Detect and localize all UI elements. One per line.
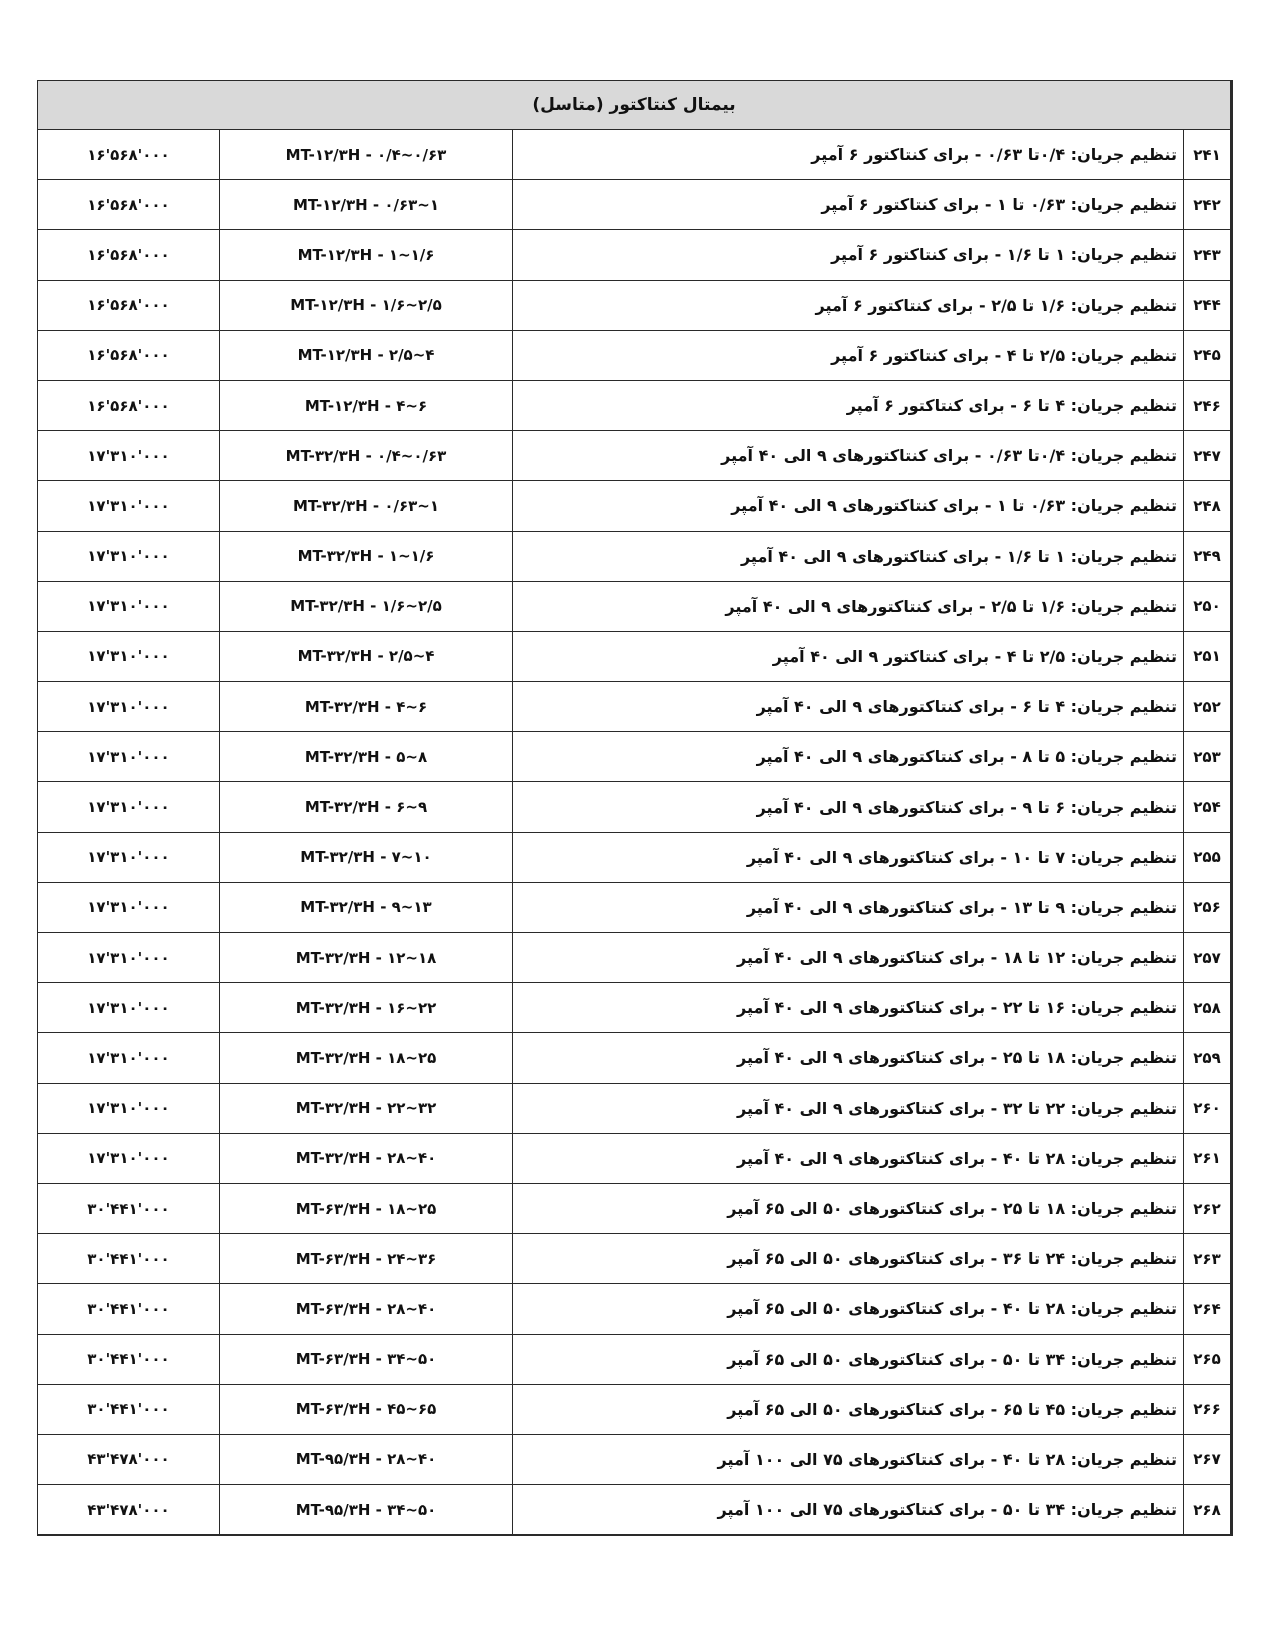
price-cell: ۳۰'۴۴۱'۰۰۰	[38, 1284, 220, 1333]
table-row	[38, 1033, 1230, 1083]
table-row	[38, 230, 1230, 280]
price-cell: ۱۷'۳۱۰'۰۰۰	[38, 532, 220, 581]
price-cell: ۱۷'۳۱۰'۰۰۰	[38, 1033, 220, 1082]
price-cell: ۱۶'۵۶۸'۰۰۰	[38, 180, 220, 229]
table-row	[38, 381, 1230, 431]
table-row	[38, 1184, 1230, 1234]
description-cell: تنظیم جریان: ۱۸ تا ۲۵ - برای کنتاکتورهای ۹ الی ۴۰ آمپر	[513, 1033, 1184, 1082]
description-cell: تنظیم جریان: ۵ تا ۸ - برای کنتاکتورهای ۹ الی ۴۰ آمپر	[513, 732, 1184, 781]
table-row	[38, 130, 1230, 180]
row-number-cell: ۲۴۶	[1193, 396, 1221, 415]
row-number-cell: ۲۴۷	[1193, 446, 1221, 465]
row-number-cell: ۲۵۷	[1193, 948, 1221, 967]
table-row	[38, 281, 1230, 331]
description-cell: تنظیم جریان: ۳۴ تا ۵۰ - برای کنتاکتورهای ۷۵ الی ۱۰۰ آمپر	[513, 1485, 1184, 1534]
price-cell: ۱۷'۳۱۰'۰۰۰	[38, 782, 220, 831]
row-number-cell: ۲۶۴	[1193, 1299, 1221, 1318]
table-body	[38, 130, 1230, 1534]
price-cell: ۱۶'۵۶۸'۰۰۰	[38, 331, 220, 380]
row-number-cell: ۲۵۱	[1193, 647, 1221, 666]
row-number-cell: ۲۴۸	[1193, 496, 1221, 515]
price-cell: ۱۷'۳۱۰'۰۰۰	[38, 632, 220, 681]
model-code-cell: MT-۹۵/۳H - ۳۴~۵۰	[220, 1485, 513, 1534]
description-cell: تنظیم جریان: ۲۴ تا ۳۶ - برای کنتاکتورهای ۵۰ الی ۶۵ آمپر	[513, 1234, 1184, 1283]
model-code-cell: MT-۶۳/۳H - ۲۴~۳۶	[220, 1234, 513, 1283]
row-number-cell: ۲۶۷	[1193, 1450, 1221, 1469]
price-cell: ۱۷'۳۱۰'۰۰۰	[38, 732, 220, 781]
price-cell: ۴۳'۴۷۸'۰۰۰	[38, 1485, 220, 1534]
description-cell: تنظیم جریان: ۷ تا ۱۰ - برای کنتاکتورهای ۹ الی ۴۰ آمپر	[513, 833, 1184, 882]
description-cell: تنظیم جریان: ۲۸ تا ۴۰ - برای کنتاکتورهای ۵۰ الی ۶۵ آمپر	[513, 1284, 1184, 1333]
description-cell: تنظیم جریان: ۲۸ تا ۴۰ - برای کنتاکتورهای ۹ الی ۴۰ آمپر	[513, 1134, 1184, 1183]
model-code-cell: MT-۳۲/۳H - ۱~۱/۶	[220, 532, 513, 581]
price-cell: ۱۷'۳۱۰'۰۰۰	[38, 933, 220, 982]
description-cell: تنظیم جریان: ۰/۴تا ۰/۶۳ - برای کنتاکتورهای ۹ الی ۴۰ آمپر	[513, 431, 1184, 480]
row-number-cell: ۲۴۴	[1193, 296, 1221, 315]
model-code-cell: MT-۶۳/۳H - ۴۵~۶۵	[220, 1385, 513, 1434]
description-cell: تنظیم جریان: ۴۵ تا ۶۵ - برای کنتاکتورهای ۵۰ الی ۶۵ آمپر	[513, 1385, 1184, 1434]
price-cell: ۱۷'۳۱۰'۰۰۰	[38, 883, 220, 932]
price-cell: ۱۷'۳۱۰'۰۰۰	[38, 1134, 220, 1183]
description-cell: تنظیم جریان: ۳۴ تا ۵۰ - برای کنتاکتورهای ۵۰ الی ۶۵ آمپر	[513, 1335, 1184, 1384]
table-row	[38, 632, 1230, 682]
model-code-cell: MT-۱۲/۳H - ۰/۴~۰/۶۳	[220, 130, 513, 179]
price-cell: ۱۶'۵۶۸'۰۰۰	[38, 230, 220, 279]
table-row	[38, 582, 1230, 632]
table-row	[38, 180, 1230, 230]
row-number-cell: ۲۶۲	[1193, 1199, 1221, 1218]
table-row	[38, 983, 1230, 1033]
table-row	[38, 732, 1230, 782]
row-number-cell: ۲۶۳	[1193, 1249, 1221, 1268]
table-row	[38, 1134, 1230, 1184]
price-cell: ۳۰'۴۴۱'۰۰۰	[38, 1184, 220, 1233]
table-row	[38, 431, 1230, 481]
row-number-cell: ۲۵۲	[1193, 697, 1221, 716]
table-row	[38, 782, 1230, 832]
row-number-cell: ۲۵۹	[1193, 1048, 1221, 1067]
price-cell: ۳۰'۴۴۱'۰۰۰	[38, 1234, 220, 1283]
row-number-cell: ۲۴۵	[1193, 346, 1221, 365]
description-cell: تنظیم جریان: ۲/۵ تا ۴ - برای کنتاکتور ۹ الی ۴۰ آمپر	[513, 632, 1184, 681]
row-number-cell: ۲۵۸	[1193, 998, 1221, 1017]
row-number-cell: ۲۵۳	[1193, 747, 1221, 766]
description-cell: تنظیم جریان: ۱ تا ۱/۶ - برای کنتاکتورهای ۹ الی ۴۰ آمپر	[513, 532, 1184, 581]
table-row	[38, 933, 1230, 983]
table-row	[38, 1084, 1230, 1134]
table-row	[38, 331, 1230, 381]
description-cell: تنظیم جریان: ۱۶ تا ۲۲ - برای کنتاکتورهای ۹ الی ۴۰ آمپر	[513, 983, 1184, 1032]
description-cell: تنظیم جریان: ۱۲ تا ۱۸ - برای کنتاکتورهای ۹ الی ۴۰ آمپر	[513, 933, 1184, 982]
row-number-cell: ۲۴۹	[1193, 547, 1221, 566]
description-cell: تنظیم جریان: ۰/۶۳ تا ۱ - برای کنتاکتورهای ۹ الی ۴۰ آمپر	[513, 481, 1184, 530]
price-cell: ۱۶'۵۶۸'۰۰۰	[38, 130, 220, 179]
description-cell: تنظیم جریان: ۴ تا ۶ - برای کنتاکتور ۶ آمپر	[513, 381, 1184, 430]
model-code-cell: MT-۳۲/۳H - ۲/۵~۴	[220, 632, 513, 681]
price-cell: ۳۰'۴۴۱'۰۰۰	[38, 1335, 220, 1384]
model-code-cell: MT-۱۲/۳H - ۱/۶~۲/۵	[220, 281, 513, 330]
description-cell: تنظیم جریان: ۱۸ تا ۲۵ - برای کنتاکتورهای ۵۰ الی ۶۵ آمپر	[513, 1184, 1184, 1233]
table-row	[38, 532, 1230, 582]
price-cell: ۱۷'۳۱۰'۰۰۰	[38, 682, 220, 731]
model-code-cell: MT-۹۵/۳H - ۲۸~۴۰	[220, 1435, 513, 1484]
table-row	[38, 1435, 1230, 1485]
description-cell: تنظیم جریان: ۹ تا ۱۳ - برای کنتاکتورهای ۹ الی ۴۰ آمپر	[513, 883, 1184, 932]
description-cell: تنظیم جریان: ۴ تا ۶ - برای کنتاکتورهای ۹ الی ۴۰ آمپر	[513, 682, 1184, 731]
model-code-cell: MT-۱۲/۳H - ۴~۶	[220, 381, 513, 430]
description-cell: تنظیم جریان: ۲/۵ تا ۴ - برای کنتاکتور ۶ آمپر	[513, 331, 1184, 380]
model-code-cell: MT-۳۲/۳H - ۹~۱۳	[220, 883, 513, 932]
price-cell: ۱۷'۳۱۰'۰۰۰	[38, 431, 220, 480]
row-number-cell: ۲۵۶	[1193, 898, 1221, 917]
price-cell: ۱۷'۳۱۰'۰۰۰	[38, 1084, 220, 1133]
model-code-cell: MT-۳۲/۳H - ۷~۱۰	[220, 833, 513, 882]
model-code-cell: MT-۳۲/۳H - ۵~۸	[220, 732, 513, 781]
model-code-cell: MT-۳۲/۳H - ۱۲~۱۸	[220, 933, 513, 982]
model-code-cell: MT-۳۲/۳H - ۲۲~۳۲	[220, 1084, 513, 1133]
row-number-cell: ۲۶۰	[1193, 1099, 1221, 1118]
model-code-cell: MT-۳۲/۳H - ۲۸~۴۰	[220, 1134, 513, 1183]
description-cell: تنظیم جریان: ۱ تا ۱/۶ - برای کنتاکتور ۶ آمپر	[513, 230, 1184, 279]
price-cell: ۱۶'۵۶۸'۰۰۰	[38, 381, 220, 430]
model-code-cell: MT-۶۳/۳H - ۳۴~۵۰	[220, 1335, 513, 1384]
table-row	[38, 1335, 1230, 1385]
table-row	[38, 883, 1230, 933]
table-title: بیمتال کنتاکتور (متاسل)	[38, 81, 1230, 130]
model-code-cell: MT-۱۲/۳H - ۲/۵~۴	[220, 331, 513, 380]
table-row	[38, 682, 1230, 732]
description-cell: تنظیم جریان: ۱/۶ تا ۲/۵ - برای کنتاکتور ۶ آمپر	[513, 281, 1184, 330]
price-cell: ۱۷'۳۱۰'۰۰۰	[38, 833, 220, 882]
row-number-cell: ۲۵۴	[1193, 798, 1221, 817]
price-cell: ۴۳'۴۷۸'۰۰۰	[38, 1435, 220, 1484]
price-cell: ۱۷'۳۱۰'۰۰۰	[38, 481, 220, 530]
model-code-cell: MT-۳۲/۳H - ۱۸~۲۵	[220, 1033, 513, 1082]
row-number-cell: ۲۶۸	[1193, 1500, 1221, 1519]
table-row	[38, 1284, 1230, 1334]
table-row	[38, 1485, 1230, 1534]
model-code-cell: MT-۶۳/۳H - ۱۸~۲۵	[220, 1184, 513, 1233]
row-number-cell: ۲۶۶	[1193, 1400, 1221, 1419]
price-cell: ۱۷'۳۱۰'۰۰۰	[38, 983, 220, 1032]
description-cell: تنظیم جریان: ۰/۴تا ۰/۶۳ - برای کنتاکتور ۶ آمپر	[513, 130, 1184, 179]
model-code-cell: MT-۳۲/۳H - ۱۶~۲۲	[220, 983, 513, 1032]
model-code-cell: MT-۳۲/۳H - ۶~۹	[220, 782, 513, 831]
row-number-cell: ۲۵۰	[1193, 597, 1221, 616]
row-number-cell: ۲۴۲	[1193, 195, 1221, 214]
price-cell: ۱۷'۳۱۰'۰۰۰	[38, 582, 220, 631]
table-row	[38, 481, 1230, 531]
model-code-cell: MT-۳۲/۳H - ۰/۶۳~۱	[220, 481, 513, 530]
row-number-cell: ۲۶۵	[1193, 1350, 1221, 1369]
table-row	[38, 1385, 1230, 1435]
description-cell: تنظیم جریان: ۲۲ تا ۳۲ - برای کنتاکتورهای ۹ الی ۴۰ آمپر	[513, 1084, 1184, 1133]
row-number-cell: ۲۴۱	[1193, 145, 1221, 164]
description-cell: تنظیم جریان: ۶ تا ۹ - برای کنتاکتورهای ۹ الی ۴۰ آمپر	[513, 782, 1184, 831]
price-table	[37, 80, 1233, 1536]
model-code-cell: MT-۳۲/۳H - ۴~۶	[220, 682, 513, 731]
model-code-cell: MT-۶۳/۳H - ۲۸~۴۰	[220, 1284, 513, 1333]
price-cell: ۱۶'۵۶۸'۰۰۰	[38, 281, 220, 330]
model-code-cell: MT-۱۲/۳H - ۱~۱/۶	[220, 230, 513, 279]
model-code-cell: MT-۱۲/۳H - ۰/۶۳~۱	[220, 180, 513, 229]
price-cell: ۳۰'۴۴۱'۰۰۰	[38, 1385, 220, 1434]
model-code-cell: MT-۳۲/۳H - ۰/۴~۰/۶۳	[220, 431, 513, 480]
model-code-cell: MT-۳۲/۳H - ۱/۶~۲/۵	[220, 582, 513, 631]
table-row	[38, 833, 1230, 883]
description-cell: تنظیم جریان: ۰/۶۳ تا ۱ - برای کنتاکتور ۶ آمپر	[513, 180, 1184, 229]
row-number-cell: ۲۵۵	[1193, 848, 1221, 867]
row-number-cell: ۲۴۳	[1193, 245, 1221, 264]
table-row	[38, 1234, 1230, 1284]
row-number-cell: ۲۶۱	[1193, 1149, 1221, 1168]
description-cell: تنظیم جریان: ۲۸ تا ۴۰ - برای کنتاکتورهای ۷۵ الی ۱۰۰ آمپر	[513, 1435, 1184, 1484]
description-cell: تنظیم جریان: ۱/۶ تا ۲/۵ - برای کنتاکتورهای ۹ الی ۴۰ آمپر	[513, 582, 1184, 631]
